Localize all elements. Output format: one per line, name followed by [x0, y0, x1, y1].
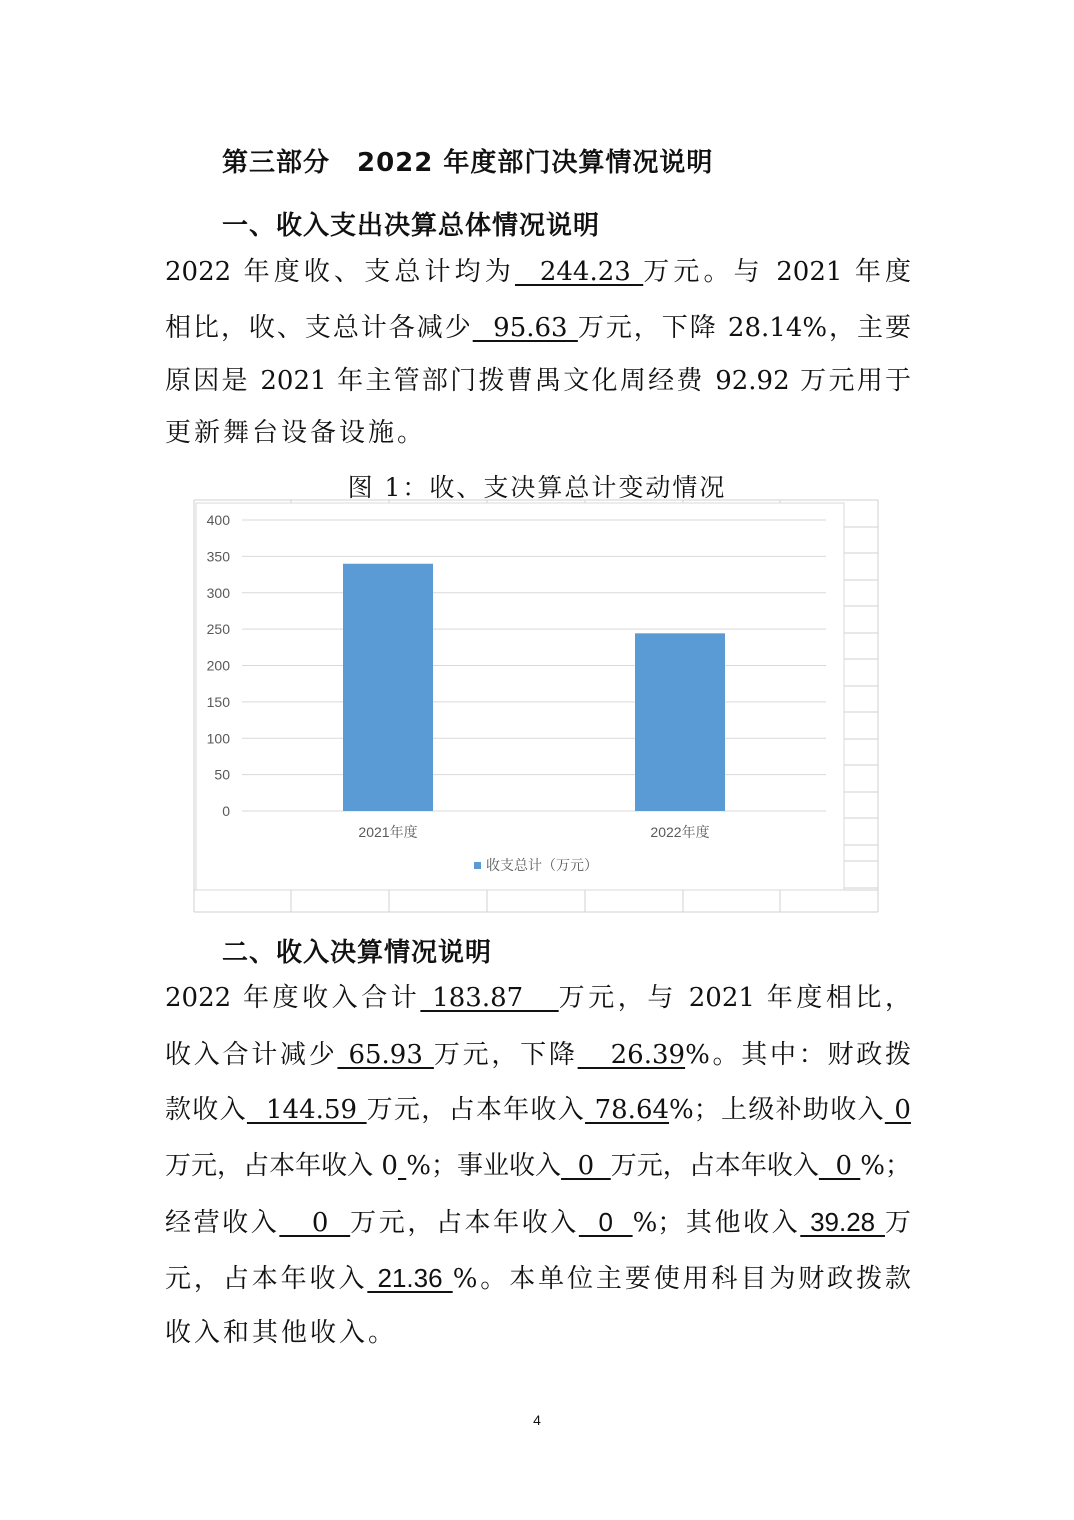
y-tick-label: 150 — [206, 693, 230, 710]
y-tick-label: 50 — [214, 766, 230, 783]
paragraph-line: 经营收入 0 万元，占本年收入 0 %；其他收入 39.28 万 — [165, 1207, 911, 1238]
page-number: 4 — [533, 1412, 541, 1428]
section1-heading: 一、收入支出决算总体情况说明 — [222, 211, 601, 241]
bar — [343, 564, 433, 811]
section2-heading: 二、收入决算情况说明 — [222, 938, 493, 968]
x-tick-label: 2021年度 — [358, 824, 418, 840]
y-tick-label: 100 — [206, 730, 230, 747]
paragraph-line: 元，占本年收入 21.36 %。本单位主要使用科目为财政拨款 — [165, 1263, 911, 1294]
paragraph-line: 2022 年度收入合计 183.87 万元，与 2021 年度相比， — [165, 983, 911, 1013]
page-title: 第三部分 2022 年度部门决算情况说明 — [222, 148, 714, 178]
y-tick-label: 200 — [206, 657, 230, 674]
y-tick-label: 400 — [206, 512, 230, 528]
paragraph-line: 收入合计减少 65.93 万元，下降 26.39%。其中：财政拨 — [165, 1040, 911, 1070]
y-tick-label: 350 — [206, 548, 230, 565]
paragraph-line: 原因是 2021 年主管部门拨曹禺文化周经费 92.92 万元用于 — [165, 366, 911, 396]
legend-label: 收支总计（万元） — [486, 857, 598, 873]
paragraph-line: 相比，收、支总计各减少 95.63 万元，下降 28.14%，主要 — [165, 313, 911, 343]
figure-caption: 图 1：收、支决算总计变动情况 — [347, 473, 727, 502]
paragraph-line: 万元，占本年收入 0 %；事业收入 0 万元，占本年收入 0 %； — [165, 1151, 911, 1181]
y-tick-label: 0 — [222, 803, 230, 819]
paragraph-line: 款收入 144.59 万元，占本年收入 78.64%；上级补助收入 0 — [165, 1095, 911, 1125]
paragraph-line: 收入和其他收入。 — [165, 1318, 398, 1348]
y-tick-label: 250 — [206, 621, 230, 638]
bar-chart — [190, 498, 880, 916]
paragraph-line: 更新舞台设备设施。 — [165, 418, 427, 448]
paragraph-line: 2022 年度收、支总计均为 244.23 万元。与 2021 年度 — [165, 257, 911, 287]
bar — [635, 633, 725, 811]
x-tick-label: 2022年度 — [650, 824, 710, 840]
y-tick-label: 300 — [206, 584, 230, 601]
legend-swatch — [474, 862, 481, 869]
